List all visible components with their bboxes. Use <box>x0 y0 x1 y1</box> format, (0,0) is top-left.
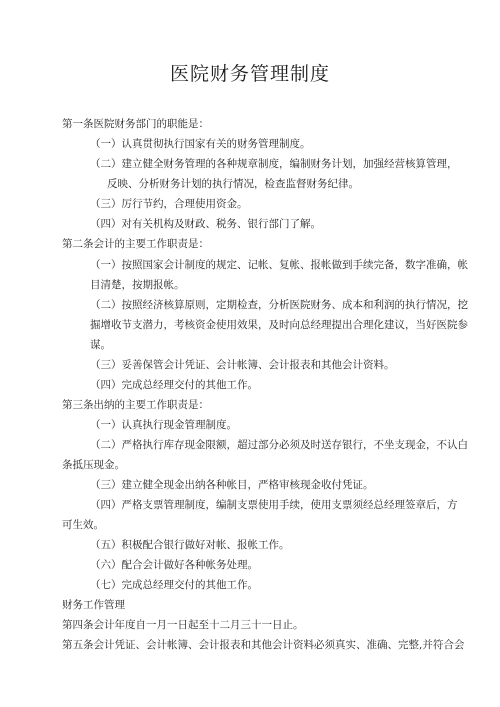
paragraph-line: （二）按照经济核算原则，定期检查，分析医院财务、成本和利润的执行情况，挖 <box>90 299 468 311</box>
paragraph-line: （二）严格执行库存现金限额，超过部分必须及时送存银行，不坐支现金，不认白 <box>90 439 468 451</box>
paragraph-line: （一）认真执行现金管理制度。 <box>90 419 237 431</box>
article-3-heading: 第三条出纳的主要工作职责是： <box>62 399 209 411</box>
article-1-heading: 第一条医院财务部门的职能是： <box>62 118 209 130</box>
paragraph-line: （四）严格支票管理制度，编制支票使用手续，使用支票须经总经理签章后，方 <box>90 499 458 511</box>
article-4-heading: 第四条会计年度自一月一日起至十二月三十一日止。 <box>62 619 304 631</box>
paragraph-line: 掘增收节支潜力，考核资金使用效果，及时向总经理提出合理化建议，当好医院参 <box>90 319 468 331</box>
document-title: 医院财务管理制度 <box>169 63 330 85</box>
paragraph-line: （一）按照国家会计制度的规定、记帐、复帐、报帐做到手续完备，数字准确，帐 <box>90 259 468 271</box>
paragraph-line: 条抵压现金。 <box>62 459 125 471</box>
paragraph-line: 目清楚，按期报帐。 <box>90 279 185 291</box>
paragraph-line: （三）厉行节约，合理使用资金。 <box>90 198 248 210</box>
paragraph-line: （七）完成总经理交付的其他工作。 <box>90 579 258 591</box>
paragraph-line: （一）认真贯彻执行国家有关的财务管理制度。 <box>90 138 311 150</box>
section-heading: 财务工作管理 <box>62 599 125 611</box>
paragraph-line: 可生效。 <box>62 519 104 531</box>
paragraph-line: 谋。 <box>90 339 111 351</box>
paragraph-line: （四）对有关机构及财政、税务、银行部门了解。 <box>90 218 321 230</box>
article-2-heading: 第二条会计的主要工作职责是： <box>62 238 209 250</box>
paragraph-line: （六）配合会计做好各种帐务处理。 <box>90 559 258 571</box>
article-5-heading: 第五条会计凭证、会计帐簿、会计报表和其他会计资料必须真实、准确、完整,并符合会 <box>62 639 465 651</box>
paragraph-line: （二）建立健全财务管理的各种规章制度，编制财务计划，加强经营核算管理， <box>90 158 458 170</box>
paragraph-line: （五）积极配合银行做好对帐、报帐工作。 <box>90 539 290 551</box>
paragraph-line: （三）妥善保管会计凭证、会计帐簿、会计报表和其他会计资料。 <box>90 359 395 371</box>
paragraph-line: 反映、分析财务计划的执行情况，检查监督财务纪律。 <box>107 178 359 190</box>
paragraph-line: （四）完成总经理交付的其他工作。 <box>90 379 258 391</box>
paragraph-line: （三）建立健全现金出纳各种帐目，严格审核现金收付凭证。 <box>90 479 374 491</box>
